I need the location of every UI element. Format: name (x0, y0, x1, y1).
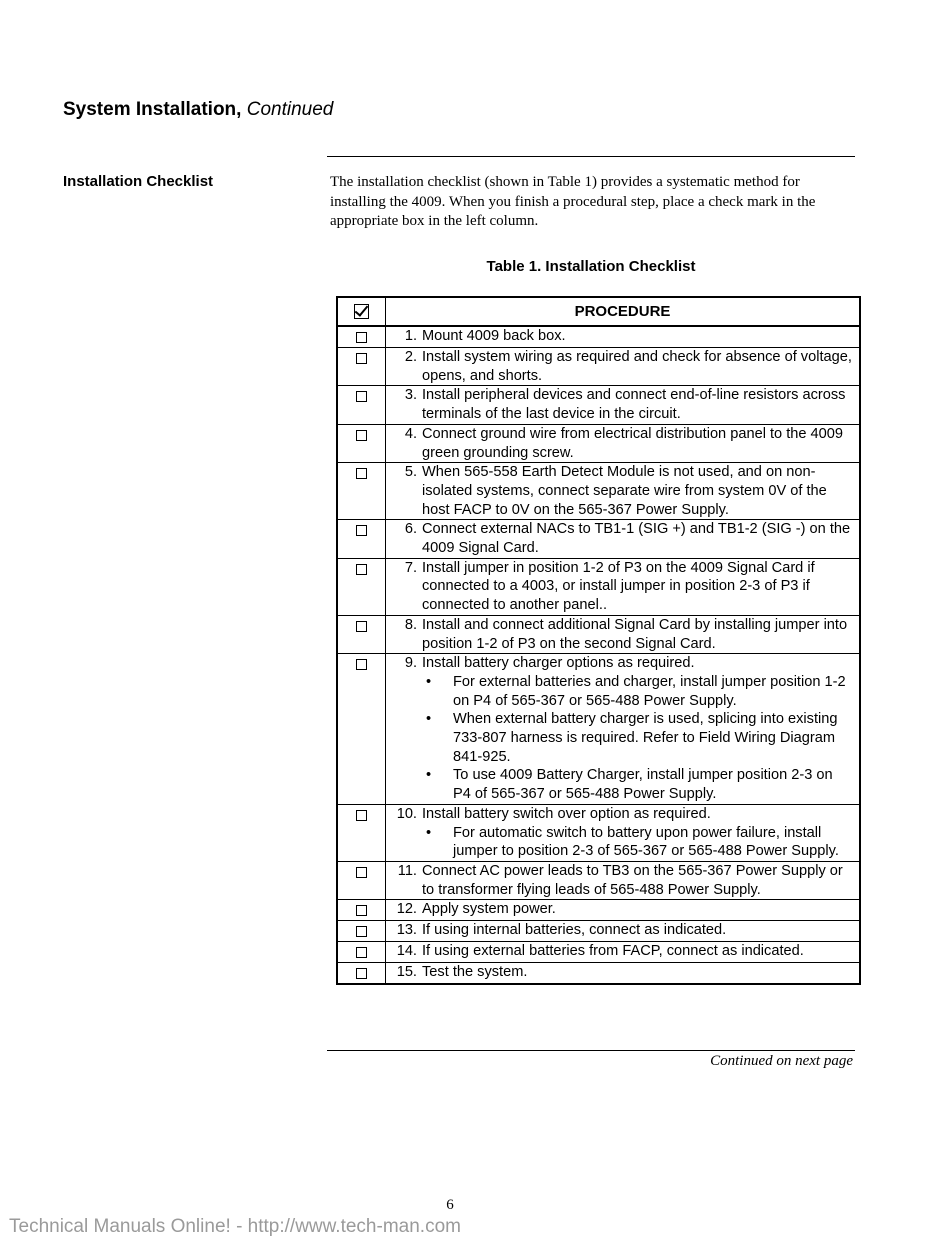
step-bullet: • When external battery charger is used, splicing into existing 733-807 harness is required. Refer to Field Wiring Diagram 841-925. (422, 710, 853, 766)
installation-checklist-table (336, 296, 861, 985)
checkbox-cell (337, 963, 386, 985)
procedure-step (386, 386, 859, 423)
step-text: If using internal batteries, connect as indicated. (422, 922, 727, 939)
empty-checkbox-icon[interactable] (356, 947, 367, 958)
step-text: Mount 4009 back box. (422, 328, 566, 344)
step-bullet: • For external batteries and charger, install jumper position 1-2 on P4 of 565-367 or 565-488 Power Supply. (422, 673, 853, 710)
empty-checkbox-icon[interactable] (356, 564, 367, 575)
step-number: 10. (396, 805, 417, 822)
empty-checkbox-icon[interactable] (356, 468, 367, 479)
procedure-cell (386, 963, 861, 985)
step-bullet-list (422, 673, 853, 804)
watermark: Technical Manuals Online! - http://www.tech-man.com (9, 1216, 461, 1237)
table-row (337, 558, 860, 615)
procedure-cell (386, 921, 861, 942)
step-number: 13. (396, 922, 417, 939)
step-number: 6. (404, 521, 417, 538)
step-text: Connect external NACs to TB1-1 (SIG +) and TB1-2 (SIG -) on the 4009 Signal Card. (422, 521, 851, 557)
step-text: Install peripheral devices and connect end-of-line resistors across terminals of the last device in the circuit. (422, 387, 846, 423)
empty-checkbox-icon[interactable] (356, 905, 367, 916)
empty-checkbox-icon[interactable] (356, 810, 367, 821)
empty-checkbox-icon[interactable] (356, 353, 367, 364)
checkbox-cell (337, 463, 386, 520)
empty-checkbox-icon[interactable] (356, 621, 367, 632)
table-row (337, 942, 860, 963)
step-text: When 565-558 Earth Detect Module is not used, and on non-isolated systems, connect separate wire from system 0V of the host FACP to 0V on the 565-367 Power Supply. (422, 464, 827, 518)
procedure-step (386, 862, 859, 899)
step-number: 5. (404, 464, 417, 481)
step-text: Connect AC power leads to TB3 on the 565-367 Power Supply or to transformer flying leads of 565-488 Power Supply. (422, 862, 843, 898)
step-text: Install and connect additional Signal Card by installing jumper into position 1-2 of P3 on the second Signal Card. (422, 616, 848, 652)
table-row (337, 654, 860, 805)
table-row (337, 386, 860, 424)
checkbox-cell (337, 424, 386, 462)
table-row (337, 520, 860, 558)
step-number: 11. (397, 862, 417, 879)
checkbox-cell (337, 348, 386, 386)
table-header-row (337, 297, 860, 326)
procedure-step (386, 348, 859, 385)
procedure-header: PROCEDURE (386, 297, 861, 326)
empty-checkbox-icon[interactable] (356, 525, 367, 536)
procedure-step (386, 921, 859, 940)
heading-main: System Installation, (63, 99, 242, 120)
table-row (337, 615, 860, 653)
checkbox-cell (337, 804, 386, 861)
step-text: Apply system power. (422, 901, 556, 918)
procedure-cell (386, 615, 861, 653)
table-row (337, 861, 860, 899)
table-row (337, 900, 860, 921)
procedure-step (386, 900, 859, 919)
empty-checkbox-icon[interactable] (356, 430, 367, 441)
procedure-cell (386, 463, 861, 520)
procedure-cell (386, 520, 861, 558)
table-row (337, 348, 860, 386)
step-number: 2. (404, 349, 417, 365)
checkbox-cell (337, 326, 386, 348)
step-text: Install battery switch over option as required. (422, 805, 711, 822)
step-number: 12. (396, 901, 417, 918)
checkbox-cell (337, 942, 386, 963)
step-number: 1. (404, 328, 417, 344)
page-number: 6 (446, 1197, 454, 1213)
procedure-cell (386, 654, 861, 805)
empty-checkbox-icon[interactable] (356, 332, 367, 343)
step-bullet-list (422, 824, 853, 861)
table-row (337, 921, 860, 942)
top-divider (327, 156, 855, 157)
step-text: Install jumper in position 1-2 of P3 on the 4009 Signal Card if connected to a 4003, or install jumper in position 2-3 of P3 if connected to another panel.. (422, 559, 815, 614)
bottom-divider (327, 1050, 855, 1051)
checkbox-cell (337, 900, 386, 921)
procedure-step (386, 327, 859, 346)
procedure-step (386, 942, 859, 961)
table-row (337, 963, 860, 985)
procedure-cell (386, 348, 861, 386)
procedure-step (386, 559, 859, 615)
procedure-cell (386, 804, 861, 861)
table-caption: Table 1. Installation Checklist (486, 258, 696, 275)
procedure-cell (386, 861, 861, 899)
procedure-step (386, 654, 859, 804)
step-number: 4. (404, 425, 417, 442)
empty-checkbox-icon[interactable] (356, 968, 367, 979)
checkbox-cell (337, 558, 386, 615)
page-heading (63, 99, 333, 121)
step-text: Connect ground wire from electrical distribution panel to the 4009 green grounding screw. (422, 425, 844, 461)
step-text: If using external batteries from FACP, connect as indicated. (422, 943, 804, 960)
table-row (337, 326, 860, 348)
procedure-step (386, 425, 859, 462)
procedure-cell (386, 386, 861, 424)
step-text: Test the system. (422, 964, 528, 981)
step-bullet: • To use 4009 Battery Charger, install jumper position 2-3 on P4 of 565-367 or 565-488 Power Supply. (422, 766, 853, 803)
table-row (337, 424, 860, 462)
intro-paragraph: The installation checklist (shown in Table 1) provides a systematic method for installing the 4009. When you finish a procedural step, place a check mark in the appropriate box in the left column. (330, 174, 816, 229)
procedure-cell (386, 900, 861, 921)
checkbox-cell (337, 615, 386, 653)
heading-continued: Continued (246, 99, 334, 120)
procedure-step (386, 616, 859, 653)
step-number: 8. (404, 616, 417, 633)
step-number: 3. (404, 387, 417, 404)
procedure-cell (386, 326, 861, 348)
empty-checkbox-icon[interactable] (356, 867, 367, 878)
continued-note: Continued on next page (710, 1053, 853, 1069)
empty-checkbox-icon[interactable] (356, 391, 367, 402)
check-column-header (337, 297, 386, 326)
checkbox-cell (337, 861, 386, 899)
procedure-cell (386, 558, 861, 615)
procedure-cell (386, 942, 861, 963)
checkbox-cell (337, 520, 386, 558)
table-row (337, 463, 860, 520)
empty-checkbox-icon[interactable] (356, 926, 367, 937)
side-heading: Installation Checklist (63, 173, 214, 190)
checkbox-cell (337, 654, 386, 805)
step-bullet: • For automatic switch to battery upon power failure, install jumper to position 2-3 of 565-367 or 565-488 Power Supply. (422, 824, 853, 861)
empty-checkbox-icon[interactable] (356, 659, 367, 670)
procedure-step (386, 805, 859, 861)
checked-box-icon (354, 304, 369, 319)
procedure-cell (386, 424, 861, 462)
checkbox-cell (337, 921, 386, 942)
checkbox-cell (337, 386, 386, 424)
procedure-step (386, 520, 859, 557)
step-number: 9. (404, 655, 417, 672)
step-number: 15. (396, 964, 417, 981)
step-text: Install system wiring as required and check for absence of voltage, opens, and shorts. (422, 349, 852, 384)
step-text: Install battery charger options as required. (422, 655, 695, 672)
procedure-step (386, 463, 859, 519)
table-row (337, 804, 860, 861)
procedure-step (386, 963, 859, 982)
step-number: 14. (396, 943, 417, 960)
step-number: 7. (404, 559, 417, 576)
